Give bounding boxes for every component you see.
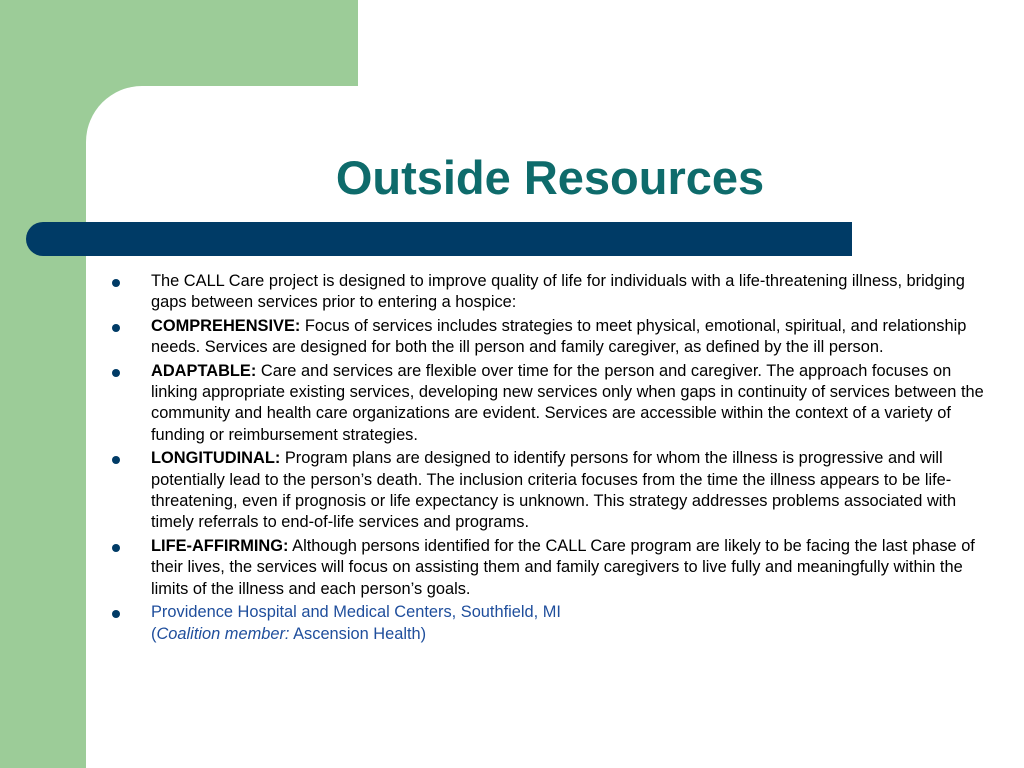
- slide-title: Outside Resources: [335, 151, 765, 204]
- bullet-longitudinal: [110, 448, 990, 534]
- title-underline-bar: [26, 222, 852, 256]
- term-longitudinal: LONGITUDINAL:: [151, 449, 281, 468]
- coalition-member-label: Coalition member:: [156, 624, 290, 643]
- bullet-intro: [110, 271, 990, 314]
- bullet-dot-icon: [112, 610, 120, 618]
- bullet-list: [110, 271, 990, 647]
- source-name[interactable]: Providence Hospital and Medical Centers, Southfield, MI: [151, 603, 561, 622]
- term-life-affirming: LIFE-AFFIRMING:: [151, 536, 289, 555]
- bullet-dot-icon: [112, 544, 120, 552]
- bullet-dot-icon: [112, 279, 120, 287]
- intro-text: The CALL Care project is designed to improve quality of life for individuals with a life-threatening illness, bridging gaps between services prior to entering a hospice:: [151, 272, 965, 312]
- desc-adaptable: Care and services are flexible over time for the person and caregiver. The approach focuses on linking appropriate existing services, developing new services only when gaps in continuity of services between the community and health care organizations are evident. Services are accessible within the context of a variety of funding or reimbursement strategies.: [151, 361, 984, 444]
- bullet-dot-icon: [112, 324, 120, 332]
- desc-longitudinal: Program plans are designed to identify persons for whom the illness is progressive and will potentially lead to the person’s death. The inclusion criteria focuses from the time the illness appears to be life-threatening, even if prognosis or life expectancy is unknown. This strategy addresses problems associated with timely referrals to end-of-life services and programs.: [151, 449, 957, 532]
- term-comprehensive: COMPREHENSIVE:: [151, 316, 301, 335]
- bullet-adaptable: [110, 361, 990, 447]
- source-open-paren: (: [151, 624, 157, 643]
- desc-life-affirming: Although persons identified for the CALL Care program are likely to be facing the last phase of their lives, the services will focus on assisting them and family caregivers to live fully and meaningfully within the limits of the illness and each person’s goals.: [151, 536, 975, 598]
- desc-comprehensive: Focus of services includes strategies to meet physical, emotional, spiritual, and relationship needs. Services are designed for both the ill person and family caregiver, as defined by the ill person.: [151, 316, 967, 357]
- bullet-comprehensive: [110, 316, 990, 359]
- bullet-dot-icon: [112, 369, 120, 377]
- bullet-source[interactable]: [110, 602, 990, 645]
- bullet-dot-icon: [112, 456, 120, 464]
- bullet-life-affirming: [110, 536, 990, 600]
- term-adaptable: ADAPTABLE:: [151, 361, 257, 380]
- coalition-member-value: Ascension Health): [289, 624, 427, 643]
